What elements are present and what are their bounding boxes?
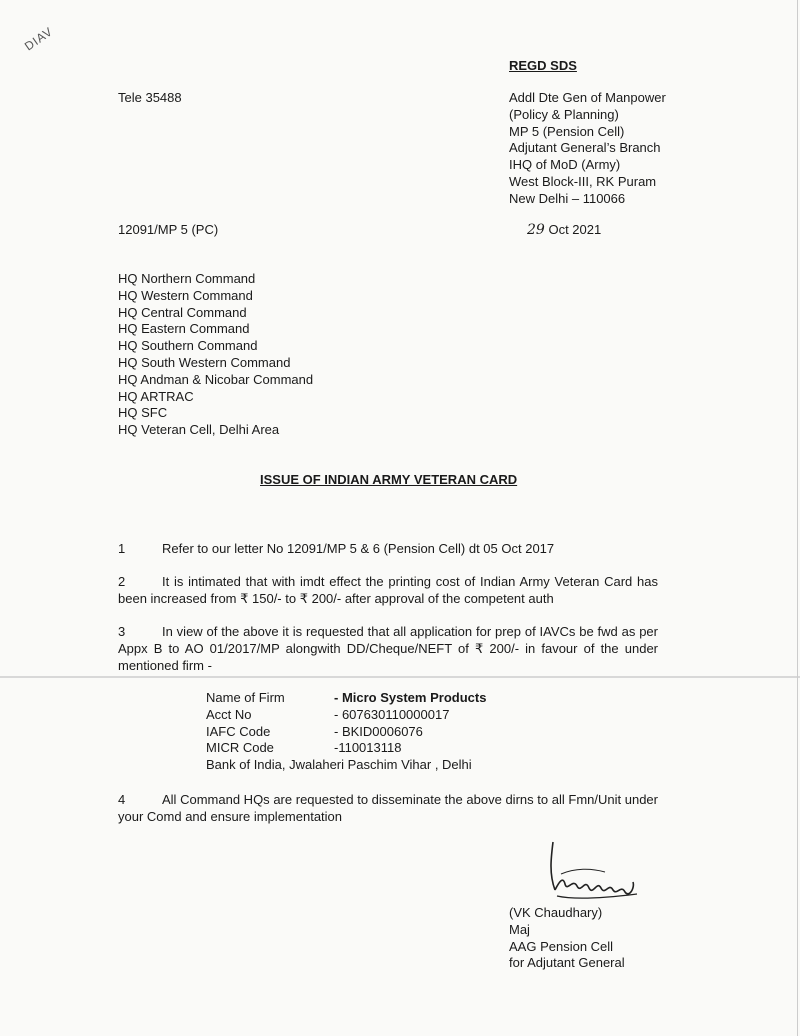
paragraph-2 [118,574,658,608]
ifsc-label: IAFC Code [206,723,271,739]
letter-date [527,222,601,239]
addressee: HQ Eastern Command [118,321,250,337]
signature-block [509,905,625,972]
addressee: HQ Andman & Nicobar Command [118,371,314,387]
addressee: HQ Western Command [118,287,253,303]
handwritten-day: 29 [527,222,545,238]
paragraph-3 [118,624,658,674]
address-line: Addl Dte Gen of Manpower [509,90,666,105]
paragraph-number: 4 [118,792,126,807]
signatory-appointment: AAG Pension Cell [509,938,614,954]
micr-value: -110013118 [334,740,402,756]
firm-details [206,690,486,774]
addressee: HQ SFC [118,405,168,421]
paragraph-1 [118,541,658,558]
ifsc-value: - BKID0006076 [334,723,423,739]
signatory-for: for Adjutant General [509,955,625,971]
signatory-rank: Maj [509,921,530,937]
address-line: MP 5 (Pension Cell) [509,123,625,139]
paragraph-4 [118,792,658,826]
address-line: IHQ of MoD (Army) [509,157,621,173]
acct-value: - 607630110000017 [334,706,450,722]
paragraph-text: It is intimated that with imdt effect the printing cost of Indian Army Veteran Card has been increased from ₹ 150/- to ₹ 200/- after approval of the competent auth [118,574,658,606]
bank-name: Bank of India, Jwalaheri Paschim Vihar , Delhi [206,757,472,773]
acct-label: Acct No [206,706,252,722]
regd-label: REGD SDS [509,58,577,73]
addressee: HQ Southern Command [118,338,258,354]
subject-heading: ISSUE OF INDIAN ARMY VETERAN CARD [260,472,518,487]
micr-row [206,740,486,757]
firm-name-value: - Micro System Products [334,690,487,705]
file-reference: 12091/MP 5 (PC) [118,222,219,237]
sender-address [509,90,666,208]
paragraph-number: 3 [118,624,126,639]
addressee: HQ South Western Command [118,354,291,370]
bank-row [206,757,486,774]
scan-fold-line [0,676,800,678]
paragraph-number: 1 [118,541,126,556]
paragraph-number: 2 [118,574,126,589]
address-line: New Delhi – 110066 [509,190,626,206]
signatory-name: (VK Chaudhary) [509,905,603,920]
paragraph-text: All Command HQs are requested to disseminate the above dirns to all Fmn/Unit under your Comd and ensure implementation [118,792,658,824]
telephone: Tele 35488 [118,90,182,105]
micr-label: MICR Code [206,740,274,756]
address-line: Adjutant General’s Branch [509,140,661,156]
address-line: (Policy & Planning) [509,106,619,122]
handwritten-stamp: DIAV [22,24,56,54]
addressee: HQ Northern Command [118,271,256,286]
firm-name-label: Name of Firm [206,690,285,705]
addressee-list [118,271,313,439]
address-line: West Block-III, RK Puram [509,173,657,189]
addressee: HQ ARTRAC [118,388,194,404]
firm-name-row [206,690,486,707]
paragraph-text: Refer to our letter No 12091/MP 5 & 6 (Pension Cell) dt 05 Oct 2017 [162,541,555,556]
paragraph-text: In view of the above it is requested that all application for prep of IAVCs be fwd as per Appx B to AO 01/2017/MP alongwith DD/Cheque/NEFT of ₹ 200/- in favour of the under mentioned firm - [118,624,658,673]
addressee: HQ Veteran Cell, Delhi Area [118,422,280,438]
scan-edge [797,0,798,1036]
ifsc-row [206,724,486,741]
addressee: HQ Central Command [118,304,247,320]
acct-row [206,707,486,724]
date-month-year: Oct 2021 [548,222,602,237]
